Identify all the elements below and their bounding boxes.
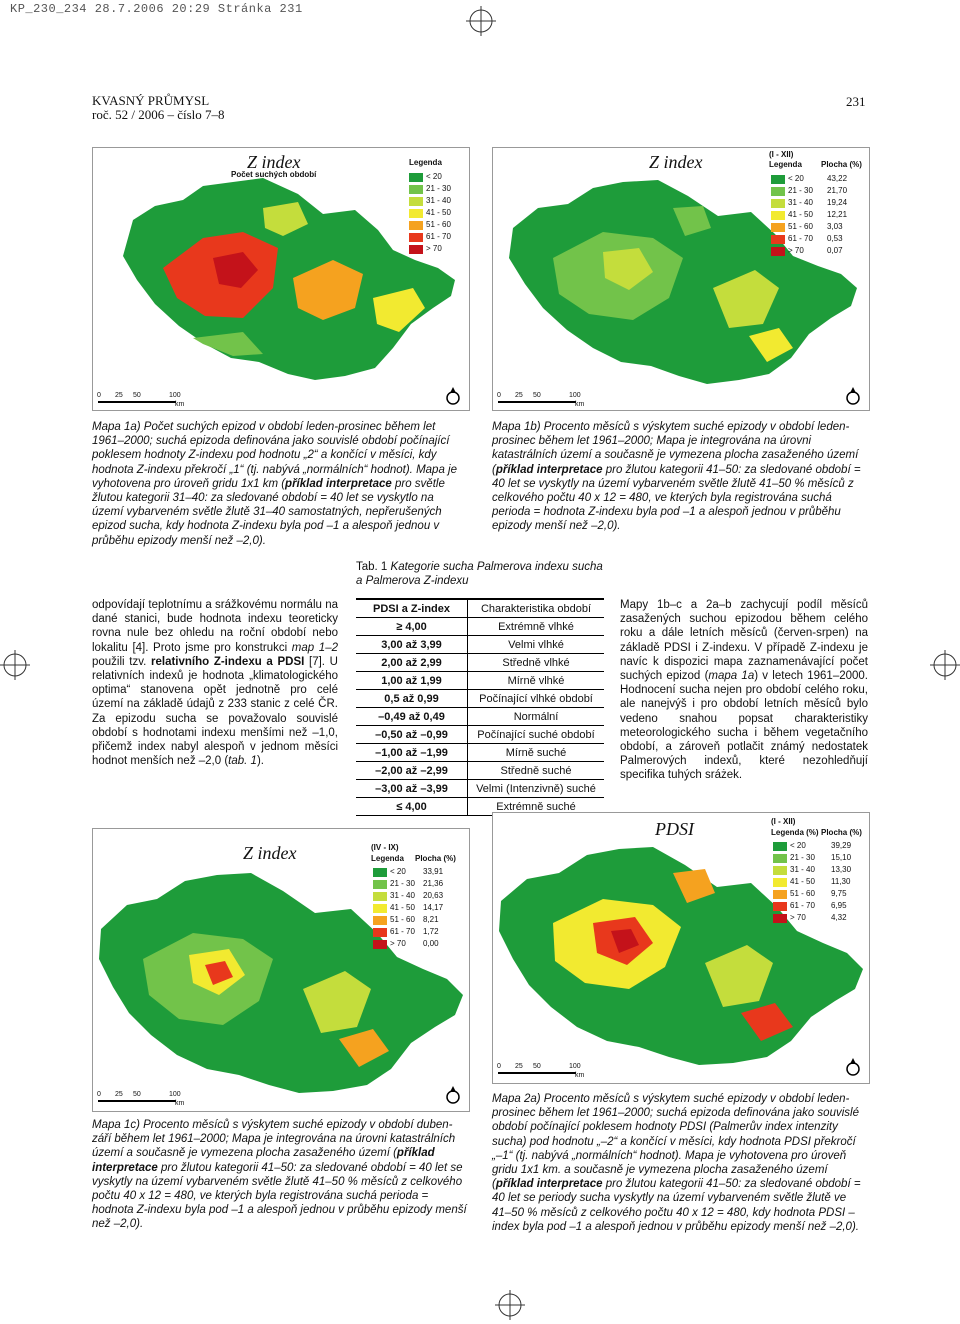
legend-row: > 70 0,07 <box>771 246 867 258</box>
north-arrow-icon <box>445 386 461 406</box>
north-arrow-icon <box>845 386 861 406</box>
legend-row: 61 - 70 1,72 <box>373 927 465 939</box>
table-row: 0,5 až 0,99 Počínající vlhké období <box>356 690 604 708</box>
table-row: –2,00 až –2,99 Středně suché <box>356 762 604 780</box>
legend-row: 21 - 30 21,70 <box>771 186 867 198</box>
legend-row: 61 - 70 6,95 <box>773 901 867 913</box>
legend-row: 41 - 50 14,17 <box>373 903 465 915</box>
registration-mark-icon <box>0 650 30 680</box>
map-1c-scale-bar: 0 25 50 100 km <box>97 1091 185 1107</box>
map-1b-legend-title: Legenda <box>769 160 802 169</box>
table-row: 1,00 až 1,99 Mírně vlhké <box>356 672 604 690</box>
map-2a-legend-title: Legenda (%) <box>771 828 819 837</box>
registration-mark-icon <box>495 1290 525 1320</box>
map-1a-scale-bar: 0 25 50 100 km <box>97 392 185 408</box>
legend-row: 61 - 70 0,53 <box>771 234 867 246</box>
map-1c <box>92 828 470 1112</box>
map-2a-period: (I - XII) <box>771 817 796 826</box>
legend-row: 41 - 50 12,21 <box>771 210 867 222</box>
map-1b-period: (I - XII) <box>769 150 794 159</box>
map-1c-period: (IV - IX) <box>371 843 399 852</box>
map-1b-scale-bar: 0 25 50 100 km <box>497 392 585 408</box>
map-2a-scale-bar: 0 25 50 100 km <box>497 1063 585 1079</box>
map-1a <box>92 147 470 411</box>
body-text-left: odpovídají teplotnímu a srážkovému normálu na dané stanici, bude hodnota indexu teoreticky rovna nule bez ohledu na roční období nebo lokalitu [4]. Proto jsme pro konstrukci map 1–2 použili tzv. relativního Z-indexu a PDSI [7]. U relativních indexů je hodnota „klimatologického optima“ stanovena opět jednotně pro celé území na základě údajů z 233 stanic z celé ČR. Za epizodu sucha se považovalo souvislé období s hodnotami indexu menšími než –1,0, přičemž index nabyl alespoň v jednom měsíci hodnot menších než –2,0 (tab. 1). <box>92 599 338 768</box>
map-2a-legend <box>773 841 867 931</box>
caption-map-1b: Mapa 1b) Procento měsíců s výskytem suché epizody v období leden-prosinec během let 1961–2000; Mapa je integrována na úrovni katastrálních území a současně je vymezena plocha zasaženého území (příklad interpretace pro žlutou kategorii 41–50: za sledované období = 40 let se vyskytly na území vybarveném světle žlutě 41–50 % měsíců z celkového počtu 40 x 12 = 480, ve kterých byla registrována suchá perioda = hodnota Z-indexu byla pod –1 a alespoň jednou v průběhu epizody menší než –2,0). <box>492 421 861 533</box>
map-1a-subtitle: Počet suchých období <box>231 170 317 179</box>
legend-row: 31 - 40 20,63 <box>373 891 465 903</box>
table-row: 3,00 až 3,99 Velmi vlhké <box>356 636 604 654</box>
north-arrow-icon <box>445 1085 461 1105</box>
table-caption: Tab. 1 Kategorie sucha Palmerova indexu sucha a Palmerova Z-indexu <box>356 561 603 588</box>
body-text-right: Mapy 1b–c a 2a–b zachycují podíl měsíců zasažených suchou epizodou během celého roku a dále letních měsíců (červen-srpen) na základě PDSI i Z-indexu. V případě Z-indexu je navíc k dispozici mapa zaznamenávající počet suchých epizod (mapa 1a) v letech 1961–2000. Hodnocení sucha nejen pro období celého roku, ale nanejvýš i pro období letních měsíců bylo vedeno snahou popsat charakteristiky meteorologického sucha i během vegetačního období, a zároveň potlačit známý nedostatek Palmerových indexů, které nezohledňují specifika tuhých sráżek. <box>620 599 868 782</box>
table-row: 2,00 až 2,99 Středně vlhké <box>356 654 604 672</box>
drought-category-table <box>356 598 604 816</box>
map-1c-area-head: Plocha (%) <box>415 854 456 863</box>
map-1c-title: Z index <box>243 843 297 863</box>
legend-row: 51 - 60 3,03 <box>771 222 867 234</box>
legend-row: 21 - 30 21,36 <box>373 879 465 891</box>
map-1c-legend <box>373 867 465 957</box>
legend-row: 21 - 30 15,10 <box>773 853 867 865</box>
map-1b-area-head: Plocha (%) <box>821 160 862 169</box>
legend-row: 51 - 60 8,21 <box>373 915 465 927</box>
map-2a-area-head: Plocha (%) <box>821 828 862 837</box>
legend-row: > 70 0,00 <box>373 939 465 951</box>
caption-map-1a: Mapa 1a) Počet suchých epizod v období leden-prosinec během let 1961–2000; suchá epizoda definována jako souvislé období počínající poklesem hodnoty Z-indexu pod hodnotu „2“ a končící v měsíci, kdy hodnota Z-indexu překročí „1“ (tj. nabývá „normálních“ hodnot). Mapa je vyhotovena pro úroveň gridu 1x1 km (příklad interpretace pro světle žlutou kategorii 31–40: za sledované období = 40 let se vyskytlo na území vybarveném světle žlutě 31–40 samostatných, nepřerušených epizod sucha, kdy hodnota Z-indexu byla pod –1 a alespoň jednou v průběhu epizody menší než –2,0). <box>92 421 457 547</box>
table-header-row: PDSI a Z-index Charakteristika období <box>356 599 604 618</box>
map-1b-title: Z index <box>649 152 703 172</box>
table-row: –3,00 až –3,99 Velmi (Intenzivně) suché <box>356 780 604 798</box>
registration-mark-icon <box>466 6 496 36</box>
legend-row: 41 - 50 11,30 <box>773 877 867 889</box>
map-1b <box>492 147 870 411</box>
map-1a-legend-title: Legenda <box>409 158 442 167</box>
legend-row: < 20 43,22 <box>771 174 867 186</box>
page-number: 231 <box>846 94 866 109</box>
map-2a-title: PDSI <box>655 819 694 839</box>
north-arrow-icon <box>845 1057 861 1077</box>
map-1b-legend <box>771 174 867 264</box>
table-row: –0,49 až 0,49 Normální <box>356 708 604 726</box>
issue-info: roč. 52 / 2006 – číslo 7–8 <box>92 107 225 122</box>
legend-row: < 20 39,29 <box>773 841 867 853</box>
table-row: ≤ 4,00 Extrémně suché <box>356 798 604 816</box>
map-2a <box>492 812 870 1084</box>
map-1a-legend: < 20 21 - 30 31 - 40 41 - 50 51 - 60 61 - 70 > 70 <box>409 172 469 262</box>
table-row: ≥ 4,00 Extrémně vlhké <box>356 618 604 636</box>
registration-mark-icon <box>930 650 960 680</box>
legend-row: 31 - 40 13,30 <box>773 865 867 877</box>
legend-row: > 70 4,32 <box>773 913 867 925</box>
legend-row: 51 - 60 9,75 <box>773 889 867 901</box>
print-slug: KP_230_234 28.7.2006 20:29 Stránka 231 <box>10 2 303 16</box>
legend-row: 31 - 40 19,24 <box>771 198 867 210</box>
journal-name: KVASNÝ PRŮMYSL <box>92 93 210 108</box>
table-row: –1,00 až –1,99 Mírně suché <box>356 744 604 762</box>
running-head <box>92 94 225 122</box>
map-1a-title: Z index <box>247 152 301 172</box>
table-row: –0,50 až –0,99 Počínající suché období <box>356 726 604 744</box>
caption-map-2a: Mapa 2a) Procento měsíců s výskytem suché epizody v období leden-prosinec během let 1961–2000; suchá epizoda definována jako souvislé období počínající poklesem hodnoty PDSI (Palmerův index intenzity sucha) pod hodnotu „–2“ a končící v měsíci, kdy hodnota PDSI překročí „–1“ (tj. nabývá „normálních“ hodnot). Mapa je vyhotovena pro úroveň gridu 1x1 km. a současně je vymezena plocha zasaženého území (příklad interpretace pro žlutou kategorii 41–50: za sledované období = 40 let se periody sucha vyskytly na území vybarveném světle žlutě ve 41–50 % měsíců z celkového počtu 40 x 12 = 480, kdy hodnota PDSI – index byla pod –1 a alespoň jednou v průběhu epizody menší než –2,0). <box>492 1093 861 1233</box>
map-1c-legend-title: Legenda <box>371 854 404 863</box>
caption-map-1c: Mapa 1c) Procento měsíců s výskytem suché epizody v období duben-září během let 1961–2000; Mapa je integrována na úrovni katastrálních území a současně je vymezena plocha zasaženého území (příklad interpretace pro žlutou kategorii 41–50: za sledované období = 40 let se vyskytly na území vybarveném světle žlutě 41–50 % měsíců z celkového počtu 40 x 12 = 480, ve kterých byla registrována suchá perioda = hodnota Z-indexu byla pod –1 a alespoň jednou v průběhu epizody menší než –2,0). <box>92 1119 467 1231</box>
legend-row: < 20 33,91 <box>373 867 465 879</box>
